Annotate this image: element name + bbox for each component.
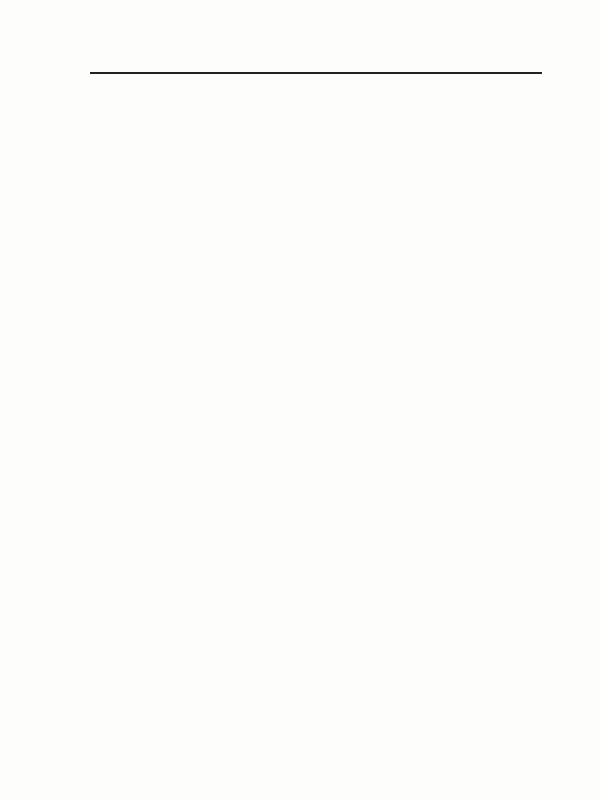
watermark: [140, 712, 440, 714]
running-header: [90, 46, 542, 74]
